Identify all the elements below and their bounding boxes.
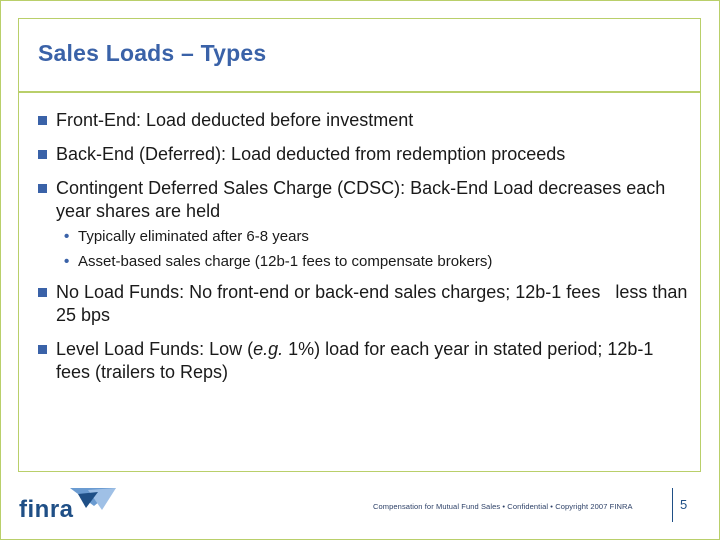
bullet-text: Back-End (Deferred): Load deducted from redemption proceeds [56, 144, 566, 164]
bullet-text-italic: e.g. [253, 339, 284, 359]
footer-caption: Compensation for Mutual Fund Sales • Confidential • Copyright 2007 FINRA [373, 502, 633, 511]
bullet-text: No Load Funds: No front-end or back-end sales charges; 12b-1 fees less than 25 bps [56, 282, 693, 325]
bullet-list [38, 109, 693, 384]
bullet-no-load [38, 281, 693, 327]
bullet-text-prefix: Level Load Funds: Low ( [56, 339, 254, 359]
bullet-back-end [38, 143, 688, 166]
bullet-level-load [38, 338, 688, 384]
sub-bullet-eliminated [38, 227, 688, 247]
title-divider [19, 91, 700, 93]
finra-logo-text: finra [19, 496, 74, 523]
square-bullet-icon [38, 150, 47, 159]
square-bullet-icon [38, 345, 47, 354]
square-bullet-icon [38, 184, 47, 193]
sub-bullet-text: Typically eliminated after 6-8 years [78, 228, 309, 245]
square-bullet-icon [38, 116, 47, 125]
bullet-front-end [38, 109, 688, 132]
bullet-text: Front-End: Load deducted before investment [56, 110, 414, 130]
bullet-text: Contingent Deferred Sales Charge (CDSC): Back-End Load decreases each year shares are held [56, 178, 666, 221]
square-bullet-icon [38, 288, 47, 297]
footer-divider [672, 488, 673, 522]
bullet-text-suffix: 1%) load for each year in stated period; 12b-1 fees (trailers to Reps) [56, 339, 654, 382]
sub-bullet-asset-based [38, 252, 688, 272]
slide-title: Sales Loads – Types [38, 40, 267, 66]
sub-bullet-text: Asset-based sales charge (12b-1 fees to compensate brokers) [78, 253, 493, 270]
dot-bullet-icon: • [64, 228, 70, 245]
bullet-cdsc [38, 177, 688, 223]
dot-bullet-icon: • [64, 253, 70, 270]
page-number: 5 [680, 497, 688, 512]
